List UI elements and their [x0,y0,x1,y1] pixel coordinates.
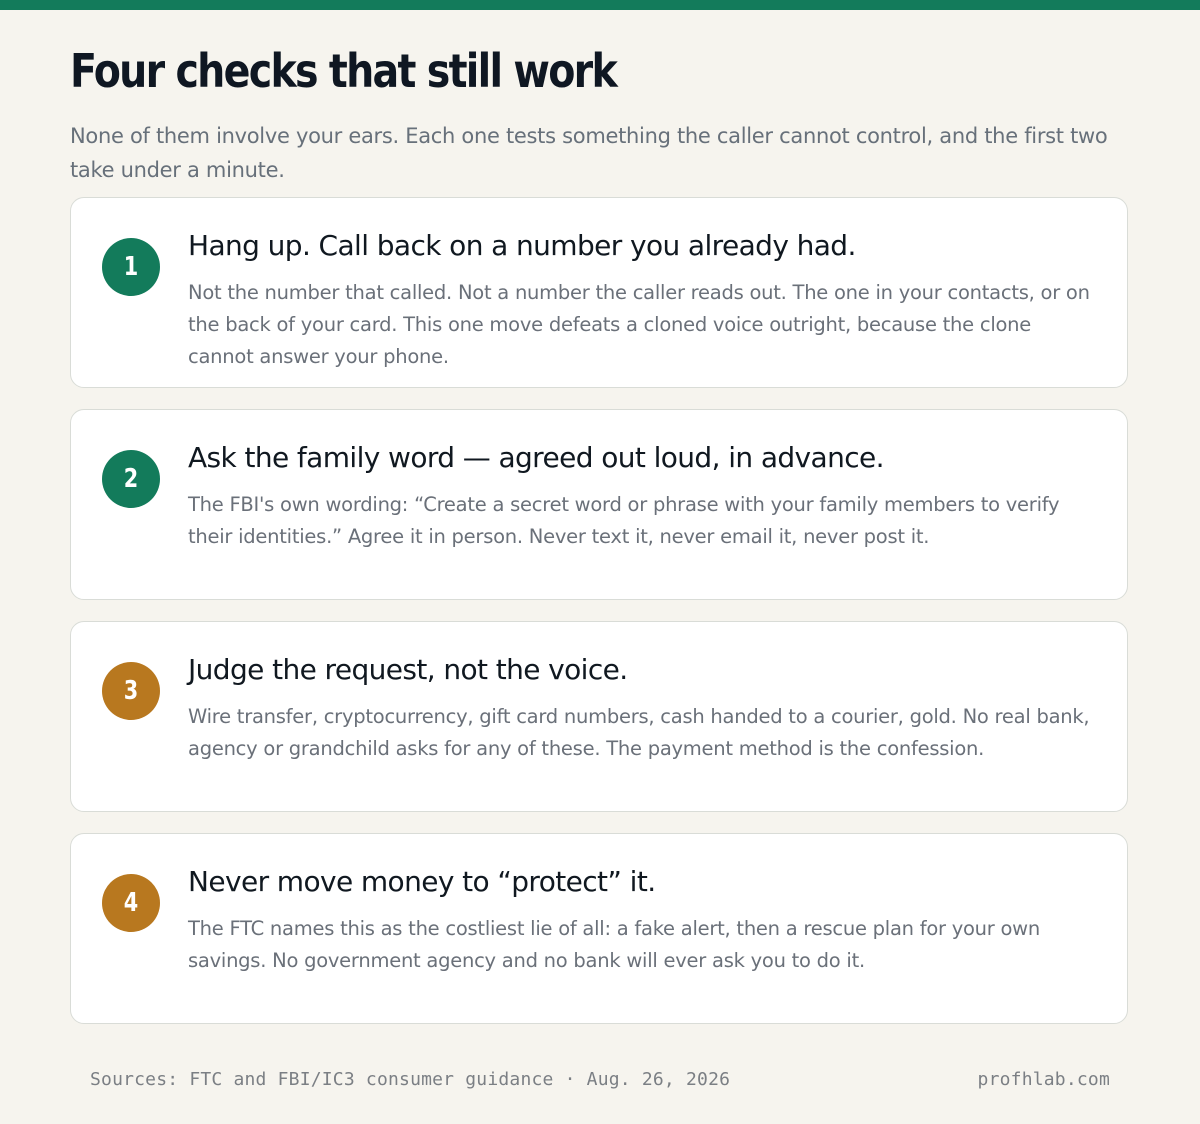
check-title: Judge the request, not the voice. [188,653,628,686]
check-description: The FTC names this as the costliest lie of all: a fake alert, then a rescue plan for your own savings. No government agency and no bank will ever ask you to do it. [188,917,1040,972]
check-description: Not the number that called. Not a number the caller reads out. The one in your contacts, or on the back of your card. This one move defeats a cloned voice outright, because the clone cannot answer your phone. [188,281,1090,368]
check-card-3 [70,621,1128,812]
check-description: Wire transfer, cryptocurrency, gift card numbers, cash handed to a courier, gold. No real bank, agency or grandchild asks for any of these. The payment method is the confession. [188,705,1090,760]
check-card-2 [70,409,1128,600]
page-subtitle: None of them involve your ears. Each one tests something the caller cannot control, and the first two take under a minute. [70,124,1108,182]
check-title: Never move money to “protect” it. [188,865,656,898]
check-title: Hang up. Call back on a number you already had. [188,229,856,262]
top-accent-bar [0,0,1200,10]
check-description: The FBI's own wording: “Create a secret word or phrase with your family members to verify their identities.” Agree it in person. Never text it, never email it, never post it. [188,493,1060,548]
site-credit: profhlab.com [977,1069,1110,1090]
check-card-4 [70,833,1128,1024]
check-card-1 [70,197,1128,388]
page-title: Four checks that still work [70,44,617,98]
step-number-badge: 4 [102,874,160,932]
step-number-badge: 3 [102,662,160,720]
sources-note: Sources: FTC and FBI/IC3 consumer guidance · Aug. 26, 2026 [90,1069,731,1090]
check-title: Ask the family word — agreed out loud, in advance. [188,441,884,474]
step-number-badge: 2 [102,450,160,508]
step-number-badge: 1 [102,238,160,296]
